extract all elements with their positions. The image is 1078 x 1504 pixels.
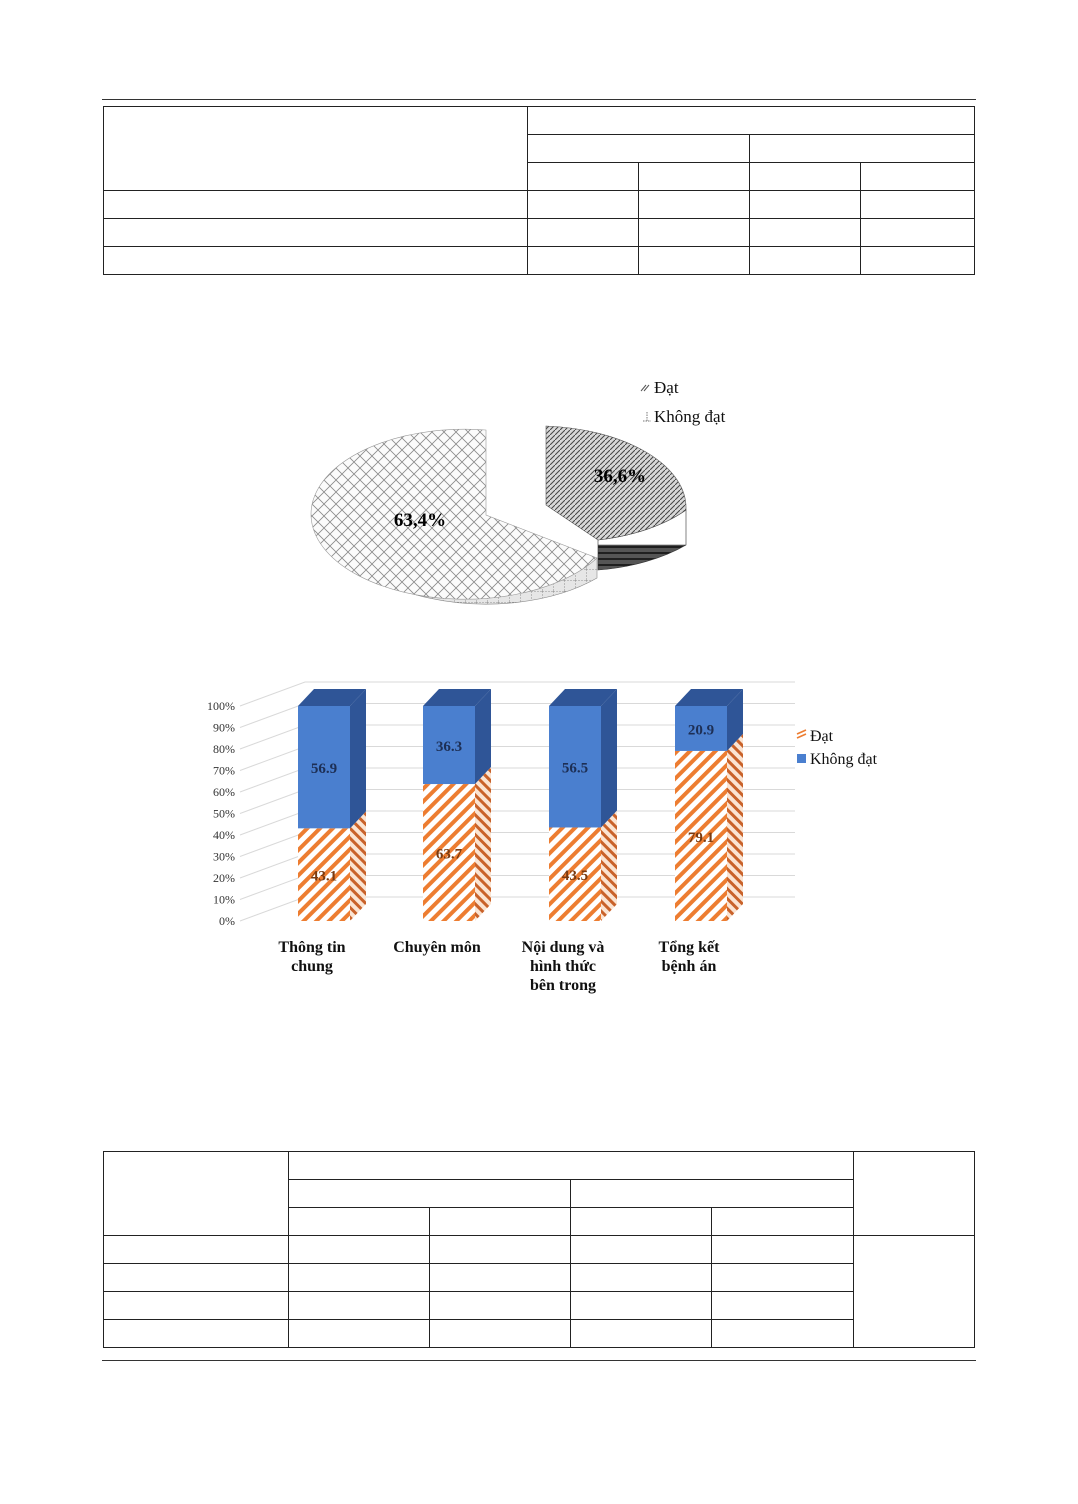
table-cell <box>289 1152 854 1180</box>
bar-chart <box>160 680 920 1010</box>
pie-label-dat: 36,6% <box>593 466 647 487</box>
bar-side <box>601 689 617 827</box>
table-cell <box>528 135 750 163</box>
table-cell <box>430 1264 571 1292</box>
table-row <box>104 191 975 219</box>
y-tick-label: 100% <box>207 699 235 713</box>
table-cell <box>712 1236 854 1264</box>
y-tick-label: 0% <box>219 914 235 928</box>
table-cell <box>639 247 750 275</box>
bar-side <box>727 734 743 921</box>
x-category-label: Chuyên môn <box>393 939 481 956</box>
table-cell <box>528 191 639 219</box>
table-row <box>104 1320 975 1348</box>
table-cell <box>712 1208 854 1236</box>
table-cell <box>750 191 861 219</box>
data-label: 56.5 <box>561 760 589 777</box>
table-row <box>104 1152 975 1180</box>
x-category-label: bệnh án <box>661 958 717 975</box>
table-cell <box>571 1236 712 1264</box>
table-cell <box>861 219 975 247</box>
table-cell <box>104 1152 289 1236</box>
data-label: 43.5 <box>561 868 589 885</box>
bar-side <box>475 767 491 921</box>
table-cell <box>750 219 861 247</box>
data-label: 79.1 <box>687 829 715 846</box>
table-row <box>104 1292 975 1320</box>
pie-chart <box>300 360 760 630</box>
y-tick-label: 60% <box>213 785 235 799</box>
table-cell <box>104 1320 289 1348</box>
x-category-label: chung <box>291 958 333 975</box>
y-tick-label: 70% <box>213 763 235 778</box>
table-cell <box>750 247 861 275</box>
table-cell <box>571 1180 854 1208</box>
bar-legend-khong-dat: Không đạt <box>810 751 878 768</box>
y-tick-label: 80% <box>213 742 235 756</box>
legend-hatch-icon <box>641 385 649 391</box>
table-cell <box>289 1208 430 1236</box>
table-row <box>104 107 975 135</box>
y-tick-label: 90% <box>213 720 235 735</box>
table-cell <box>528 219 639 247</box>
bar-y-axis <box>207 699 235 928</box>
y-tick-label: 30% <box>213 849 235 864</box>
table-cell <box>639 219 750 247</box>
table-cell <box>289 1292 430 1320</box>
pie-legend-dat: Đạt <box>654 378 679 397</box>
table-cell <box>289 1320 430 1348</box>
table-cell <box>430 1292 571 1320</box>
legend-swatch-khong-dat <box>797 754 806 763</box>
x-category-label: bên trong <box>530 977 596 994</box>
table-bottom <box>103 1151 975 1348</box>
table-cell <box>712 1264 854 1292</box>
bar-x-axis <box>278 939 720 994</box>
x-category-label: Nội dung và <box>521 939 605 956</box>
x-category-label: Tổng kết <box>658 939 720 956</box>
table-cell <box>861 247 975 275</box>
legend-swatch-dat <box>797 730 806 738</box>
table-cell <box>104 107 528 191</box>
bar-side <box>350 811 366 921</box>
x-category-label: hình thức <box>529 958 597 975</box>
footer-rule <box>102 1360 976 1361</box>
y-tick-label: 40% <box>213 828 235 842</box>
table-cell <box>104 1264 289 1292</box>
bar-legend <box>797 728 878 768</box>
table-cell <box>639 163 750 191</box>
table-cell <box>104 247 528 275</box>
data-label: 56.9 <box>310 761 338 778</box>
table-top <box>103 106 975 275</box>
data-label: 63.7 <box>435 846 463 863</box>
table-cell <box>528 163 639 191</box>
table-row <box>104 1236 975 1264</box>
table-cell <box>861 163 975 191</box>
bar-side <box>350 689 366 828</box>
table-cell <box>104 1292 289 1320</box>
table-cell <box>528 107 975 135</box>
table-cell <box>430 1320 571 1348</box>
data-label: 36.3 <box>435 739 463 756</box>
table-cell <box>639 191 750 219</box>
y-tick-label: 50% <box>213 806 235 821</box>
table-cell <box>712 1320 854 1348</box>
table-cell <box>712 1292 854 1320</box>
table-cell <box>571 1264 712 1292</box>
table-cell <box>750 163 861 191</box>
bar-side <box>601 810 617 921</box>
table-row <box>104 219 975 247</box>
y-tick-label: 10% <box>213 892 235 907</box>
table-row <box>104 1264 975 1292</box>
legend-dotted-icon <box>643 412 651 421</box>
table-cell <box>854 1152 975 1236</box>
pie-legend-khong-dat: Không đạt <box>654 407 726 426</box>
bar-legend-dat: Đạt <box>810 728 834 745</box>
table-cell <box>528 247 639 275</box>
table-cell <box>571 1320 712 1348</box>
table-cell <box>854 1236 975 1348</box>
table-cell <box>430 1236 571 1264</box>
table-cell <box>571 1292 712 1320</box>
table-cell <box>289 1264 430 1292</box>
pie-legend <box>641 378 726 426</box>
table-cell <box>750 135 975 163</box>
table-cell <box>104 219 528 247</box>
header-rule <box>102 99 976 100</box>
table-cell <box>289 1180 571 1208</box>
table-cell <box>104 1236 289 1264</box>
x-category-label: Thông tin <box>278 939 346 956</box>
pie-label-khong-dat: 63,4% <box>393 510 447 531</box>
data-label: 20.9 <box>687 722 715 739</box>
table-cell <box>104 191 528 219</box>
table-cell <box>289 1236 430 1264</box>
table-cell <box>571 1208 712 1236</box>
y-tick-label: 20% <box>213 871 235 885</box>
table-cell <box>861 191 975 219</box>
table-cell <box>430 1208 571 1236</box>
table-row <box>104 247 975 275</box>
bar-series <box>298 689 743 921</box>
data-label: 43.1 <box>310 868 338 885</box>
